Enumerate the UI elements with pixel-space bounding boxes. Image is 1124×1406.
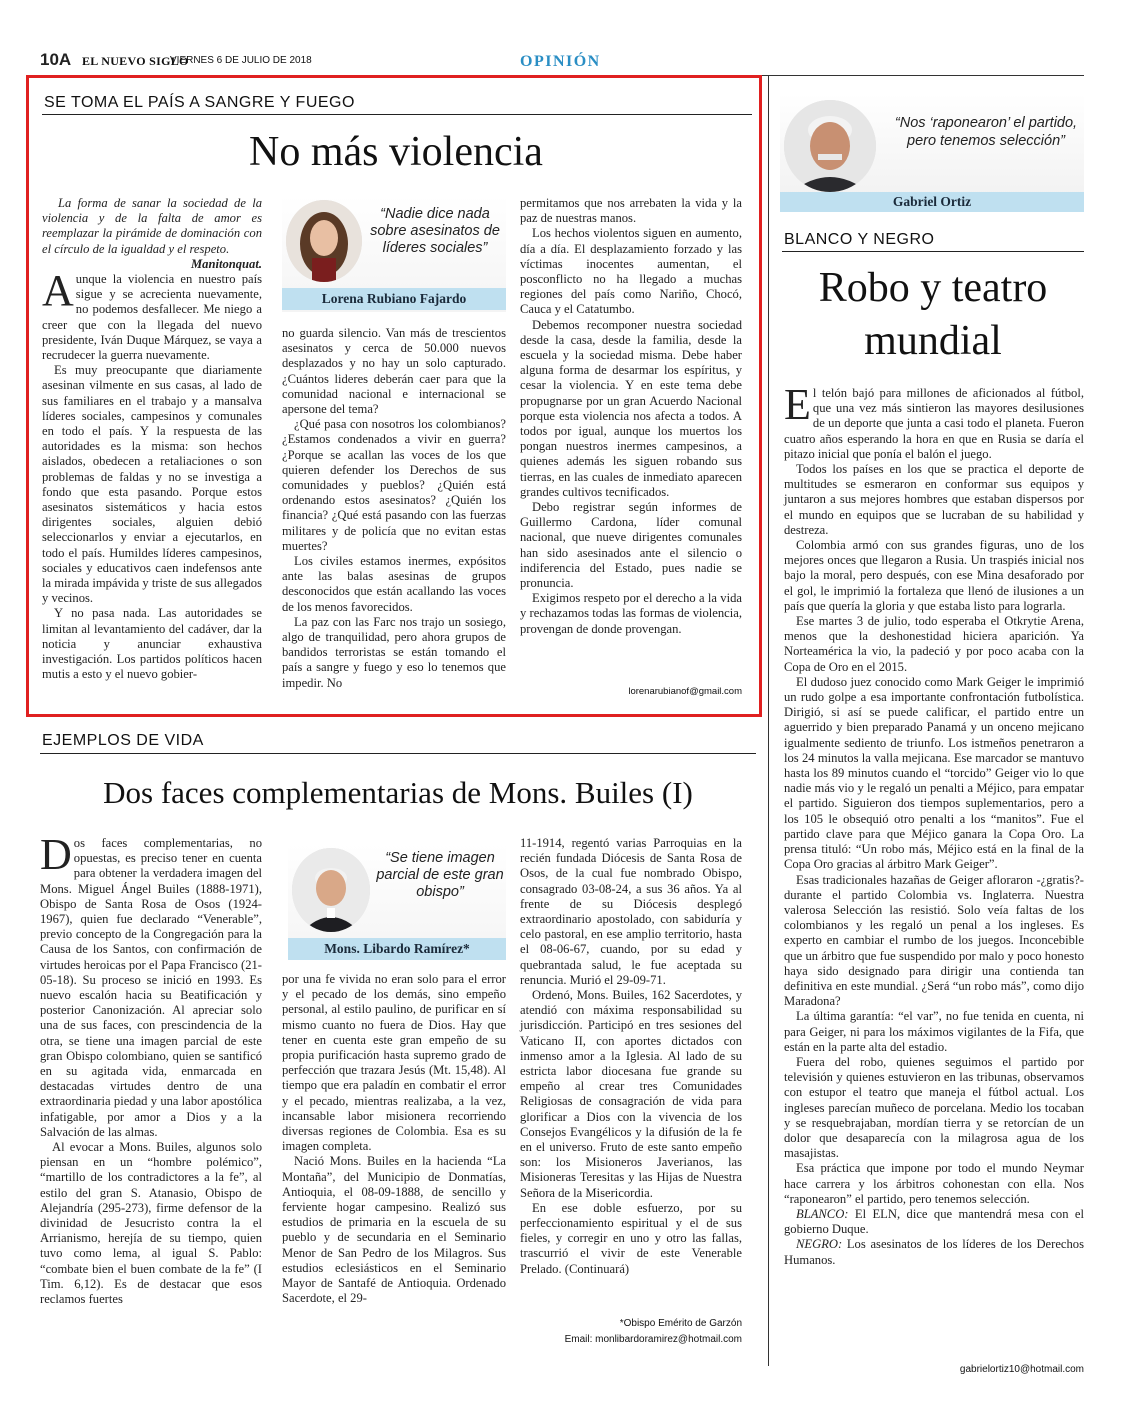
article3-title: Robo y teatro mundial	[818, 265, 1048, 364]
article2-paragraph: Ordenó, Mons. Builes, 162 Sacerdotes, y atendió con máxima responsabilidad su jurisdicción. Participó en tres sesiones del Vaticano II, con aportes dictados con inmenso amor a la Iglesia. Al lado de su estricta labor diocesana fue grande su empeño al crear tres Comunidades Religiosas de consagración de vida para glorificar a Dios con la vivencia de los Consejos Evangélicos y la difusión de la fe en el universo. Fruto de este santo empeño son: los Misioneros Javerianos, las Misioneras Teresitas y las Hijas de Nuestra Señora de la Misericordia.	[520, 988, 742, 1200]
person-icon	[286, 200, 362, 282]
article1-epigraph: La forma de sanar la sociedad de la violencia y de la falta de amor es reemplazar la pirámide de dominación con el círculo de la igualdad y el respeto.	[42, 196, 262, 256]
article2-col2	[282, 972, 506, 1306]
article2-kicker-rule	[40, 753, 756, 754]
paper-name: EL NUEVO SIGLO	[82, 54, 189, 68]
dropcap: D	[40, 830, 72, 879]
article1-pull-quote: “Nadie dice nada sobre asesinatos de líderes sociales”	[370, 206, 500, 256]
article2-pull-quote: “Se tiene imagen parcial de este gran obispo”	[376, 850, 504, 900]
article1-paragraph: Los hechos violentos siguen en aumento, día a día. El desplazamiento forzado y las víctimas inocentes aumentan, el posconflicto no ha llegado a muchas regiones del país como Nariño, Chocó, Cauca y el Catatumbo.	[520, 226, 742, 317]
article1-paragraph: permitamos que nos arrebaten la vida y la paz de nuestras manos.	[520, 196, 742, 226]
article3-author-name: Gabriel Ortiz	[780, 192, 1084, 212]
article1-paragraph: no guarda silencio. Van más de trescientos asesinatos y cerca de 50.000 nuevos desplazados y no hay un solo capturado. ¿Cuántos lideres deberán caer para que la comunidad nacional e internacional se apersone del tema?	[282, 326, 506, 417]
article2-author-name: Mons. Libardo Ramírez*	[288, 938, 506, 960]
article2-title: Dos faces complementarias de Mons. Builes (I)	[103, 775, 693, 810]
article3-paragraph: Fuera del robo, quienes seguimos el partido por televisión y quienes estuvieron en las tribunas, observamos con estupor el teatro que maneja el fútbol actual. Los ingleses parecían muñeco de porcelana. Medio los tocaban y se resquebrajaban, mordían tierra y se retorcían de un dolor que desaparecía con la milagrosa agua de los masajistas.	[784, 1054, 1084, 1161]
article2-paragraph: por una fe vivida no eran solo para el error y el pecado de los demás, sino empeño personal, al estilo paulino, de purificar en sí mismo cuanto no fuera de Dios. Hay que tener en cuenta este gran empeño de su propia purificación hasta supremo grado de perfección que trazara Jesús (Mt. 15,48). Al tiempo que era paladín en combatir el error y el pecado, mientras realizaba, a la vez, incansable labor misionera recorriendo diversas regiones de Colombia. Esa es su imagen completa.	[282, 972, 506, 1154]
author-photo	[292, 848, 370, 932]
article2-paragraph: Dos faces complementarias, no opuestas, es preciso tener en cuenta para obtener la verdadera imagen del Mons. Miguel Ángel Builes (1888-1971), Obispo de Santa Rosa de Osos (1924-1967), quien fue declarado “Venerable”, previo concepto de la Congregación para la Causa de los Santos, con confirmación de virtudes heroicas por el Papa Francisco (21-05-18). Su proceso se inició en 1993. Es nuevo escalón hacia su Beatificación y posterior Canonización. Al apreciar solo una de sus faces, con prescindencia de la otra, se tiene una imagen parcial de este gran Obispo colombiano, quien se santificó en su agitada vida, enmarcada en destacadas virtudes dentro de una extraordinaria piedad y una labor apostólica infatigable, por amor a Dios y a la Salvación de las almas.	[40, 830, 262, 1139]
dropcap: E	[784, 380, 811, 429]
article3-paragraph: Todos los países en los que se practica el deporte de multitudes se esmeraron en conformar sus equipos y juntaron a sus mejores hombres que estaban dispersos por el mundo en equipos que se lucraban de su habilidad y destreza.	[784, 462, 1084, 537]
article1-paragraph: Y no pasa nada. Las autoridades se limitan al levantamiento del cadáver, dar la noticia y anunciar exhaustiva investigación. Los partidos políticos hacen mutis a esto y el nuevo gobier-	[42, 606, 262, 682]
article1-paragraph: Debemos recomponer nuestra sociedad desde la casa, desde la familia, desde la escuela y la sociedad misma. Debe haber alguna forma de desarmar los espíritus, y cesar la violencia. Y en este tema debe propugnarse por un gran Acuerdo Nacional porque esta violencia nos afecta a todos. A todos por igual, aunque los muertos los pongan nuestros inermes campesinos, a quienes además les siguen robando sus tierras, en las cuales de inmediato aparecen grandes cultivos tecnificados.	[520, 317, 742, 499]
article3-negro: NEGRO: Los asesinatos de los líderes de los Derechos Humanos.	[784, 1237, 1084, 1267]
article3-paragraph: El telón bajó para millones de aficionados al fútbol, que una vez más sintieron las mayores desilusiones de un deporte que junta a casi todo el planeta. Fueron cuatro años esperando la hora en que en Rusia se daría el pitazo inicial que ponía el balón el juego.	[784, 380, 1084, 461]
article2-col1	[40, 830, 262, 1307]
article1-col3	[520, 196, 742, 637]
article1-kicker-rule	[42, 114, 752, 115]
article2-paragraph: Al evocar a Mons. Builes, algunos solo piensan en un “hombre polémico”, “martillo de los contradictores a la fe”, al estilo del gran S. Atanasio, Obispo de Alejandría (295-273), firme defensor de la divinidad de Jesucristo contra la el Arrianismo, herejía de su tiempo, quien tuvo como lema, al igual S. Pablo: “combate bien el buen combate de la fe” (I Tim. 6,12). Es de destacar que esos reclamos fuertes	[40, 1140, 262, 1307]
section-title: OPINIÓN	[520, 53, 601, 70]
article2-paragraph: En ese doble esfuerzo, por su perfeccionamiento espiritual y el de sus fieles, y corregir en uno y otro las fallas, trascurrió el vivir de este Venerable Prelado. (Continuará)	[520, 1200, 742, 1276]
page-number: 10A	[40, 50, 72, 69]
article3-paragraph: Esas tradicionales hazañas de Geiger afloraron -¿gratis?- durante el partido Colombia vs. Inglaterra. Nuestra valerosa Selección las resistió. Solo veía faltas de los colombianos y les regaló un penal a los ingleses. Es experto en cambiar el rumbo de los juegos. Inconcebible que un árbitro que fue suspendido por malo y poco honesto haya sido designado para dirigir una contienda tan definitiva en este mundial. ¿Será “un robo más”, como dijo Maradona?	[784, 872, 1084, 1009]
article1-paragraph: Es muy preocupante que diariamente asesinan vilmente en sus casas, al lado de sus familiares en el trabajo y a mansalva líderes sociales, campesinos y comunales en todo el país. Y la respuesta de las autoridades es la misma: son hechos aislados, obedecen a retaliaciones o son problemas de faldas y no se investiga a fondo que esta pasando. Porque estos asesinatos sistemáticos y hacia estos dirigentes sociales, alguien debió seleccionarlos y enviar a ejecutarlos, en todo el país. Humildes líderes campesinos, sociales y educativos caen indefensos ante la mirada impávida y triste de sus allegados y vecinos.	[42, 363, 262, 606]
article3-paragraph: La última garantía: “el var”, no fue tenida en cuenta, ni para Geiger, ni para los máximos vigilantes de la Fifa, que están en la parte alta del estadio.	[784, 1009, 1084, 1054]
article3-paragraph: Ese martes 3 de julio, todo esperaba el Otkrytie Arena, menos que la deshonestidad hiciera aparición. Ya Norteamérica la vio, la padeció y por poco acaba con la Copa de Oro en el 2015.	[784, 614, 1084, 674]
article1-paragraph: Exigimos respeto por el derecho a la vida y rechazamos todas las formas de violencia, provengan de donde provengan.	[520, 591, 742, 636]
article3-author-box	[780, 94, 1084, 212]
author-photo	[784, 100, 876, 192]
article3-paragraph: El dudoso juez conocido como Mark Geiger le imprimió un rudo golpe a esa importante confrontación futbolística. Dirigió, si así se puede calificar, el partido entre un aguerrido y bien preparado Panamá y un onceno mejicano igualmente sediento de triunfo. Los istmeños penetraron a los 24 minutos la valla mejicana. Ese marcador se mantuvo hasta los 89 minutos cuando el “torcido” Geiger vio lo que nadie más vio y le regaló un penalti a Méjico, para empatar el partido. Siguieron dos tiempos suplementarios, pero a los 105 le obsequió otro penalti a los “manitos”. Fue el partido clave para que Méjico ganara la Copa Oro. La prensa tituló: “Un robo más, Méjico está en la final de la Copa Oro gracias al árbitro Mark Geiger”.	[784, 674, 1084, 872]
article3-pull-quote: “Nos ‘raponearon’ el partido, pero tenemos selección”	[894, 115, 1078, 149]
article3-blanco: BLANCO: El ELN, dice que mantendrá mesa con el gobierno Duque.	[784, 1206, 1084, 1237]
masthead	[40, 50, 1084, 74]
article1-author-box	[282, 196, 506, 312]
article2-paragraph: 11-1914, regentó varias Parroquias en la recién fundada Diócesis de Santa Rosa de Osos, de la cual fue nombrado Obispo, consagrado 03-08-24, a sus 36 años. Ya al frente de su Diócesis desplegó extraordinario apostolado, con sabiduría y celo pastoral, en ese amplio territorio, hasta el 08-06-67, cuando, por su edad y quebrantada salud, le fue aceptada su renuncia. Murió el 29-09-71.	[520, 836, 742, 987]
article3-body	[784, 380, 1084, 1268]
dropcap: A	[42, 266, 74, 316]
article1-title: No más violencia	[249, 129, 543, 175]
article1-paragraph: Debo registrar según informes de Guillermo Cardona, líder comunal nacional, que nueve dirigentes comunales han sido asesinados ante el silencio o indiferencia del Estado, pues nadie se pronuncia.	[520, 500, 742, 591]
article1-email: lorenarubianof@gmail.com	[628, 686, 742, 697]
article1-kicker: SE TOMA EL PAÍS A SANGRE Y FUEGO	[44, 94, 355, 111]
article1-paragraph: Aunque la violencia en nuestro país sigue y se acrecienta nuevamente, no podemos desfallecer. Me niego a creer que con la llegada del nuevo presidente, Iván Duque Márquez, se vaya a recrudecer la guerra nuevamente.	[42, 266, 262, 363]
article1-paragraph: Los civiles estamos inermes, expósitos ante las balas asesinas de grupos desconocidos que están acallando las voces de los menos favorecidos.	[282, 554, 506, 614]
article2-author-box	[288, 844, 506, 960]
article2-kicker: EJEMPLOS DE VIDA	[42, 732, 204, 749]
article3-email: gabrielortiz10@hotmail.com	[959, 1364, 1084, 1375]
article1-epigraph-author: Manitonquat.	[190, 256, 262, 271]
article3-paragraph: Colombia armó con sus grandes figuras, uno de los mejores onces que llegaron a Rusia. Un traspiés inicial nos bajo la moral, pero después, con ese Mina desaforado por el gol, le imprimió la fortaleza que llenó de ilusiones a un país que quería la gloria y que estaba listo para lograrla.	[784, 538, 1084, 613]
person-icon	[292, 848, 370, 932]
article3-kicker-rule	[782, 251, 1084, 252]
article1-paragraph: ¿Qué pasa con nosotros los colombianos? ¿Estamos condenados a vivir en guerra? ¿Porque se acallan las voces de los que quieren defender los Derechos de sus comunidades y pueblos? ¿Quién está ordenando estos asesinatos? ¿Quién los financia? ¿Qué está pasando con las fuerzas militares y de policía que no evitan estas muertes?	[282, 417, 506, 553]
column-divider	[768, 76, 769, 1366]
article2-footnote: *Obispo Emérito de Garzón	[619, 1318, 742, 1329]
article1-col2	[282, 326, 506, 691]
article1-author-name: Lorena Rubiano Fajardo	[282, 288, 506, 310]
article3-paragraph: Esa práctica que impone por todo el mundo Neymar hace carrera y los árbitros cohonestan con ella. Nos “raponearon” el partido, pero tenemos selección.	[784, 1161, 1084, 1206]
issue-date: VIERNES 6 DE JULIO DE 2018	[170, 55, 312, 66]
article1-paragraph: La paz con las Farc nos trajo un sosiego, algo de tranquilidad, pero ahora grupos de bandidos terroristas se están tomando el país a sangre y fuego y eso lo tenemos que impedir. No	[282, 614, 506, 690]
person-icon	[784, 100, 876, 192]
article3-kicker: BLANCO Y NEGRO	[784, 231, 935, 248]
author-photo	[286, 200, 362, 282]
article1-col1	[42, 196, 262, 683]
article2-paragraph: Nació Mons. Builes en la hacienda “La Montaña”, del Municipio de Donmatías, Antioquia, el 08-09-1888, de sencillo y ferviente hogar campesino. Realizó sus estudios de primaria en la escuela de su pueblo y de secundaria en el Seminario Menor de San Pedro de los Milagros. Sus estudios eclesiásticos en el Seminario Mayor de Santafé de Antioquia. Ordenado Sacerdote, el 29-	[282, 1154, 506, 1306]
article2-email: Email: monlibardoramirez@hotmail.com	[564, 1334, 742, 1345]
article2-col3	[520, 836, 742, 1277]
